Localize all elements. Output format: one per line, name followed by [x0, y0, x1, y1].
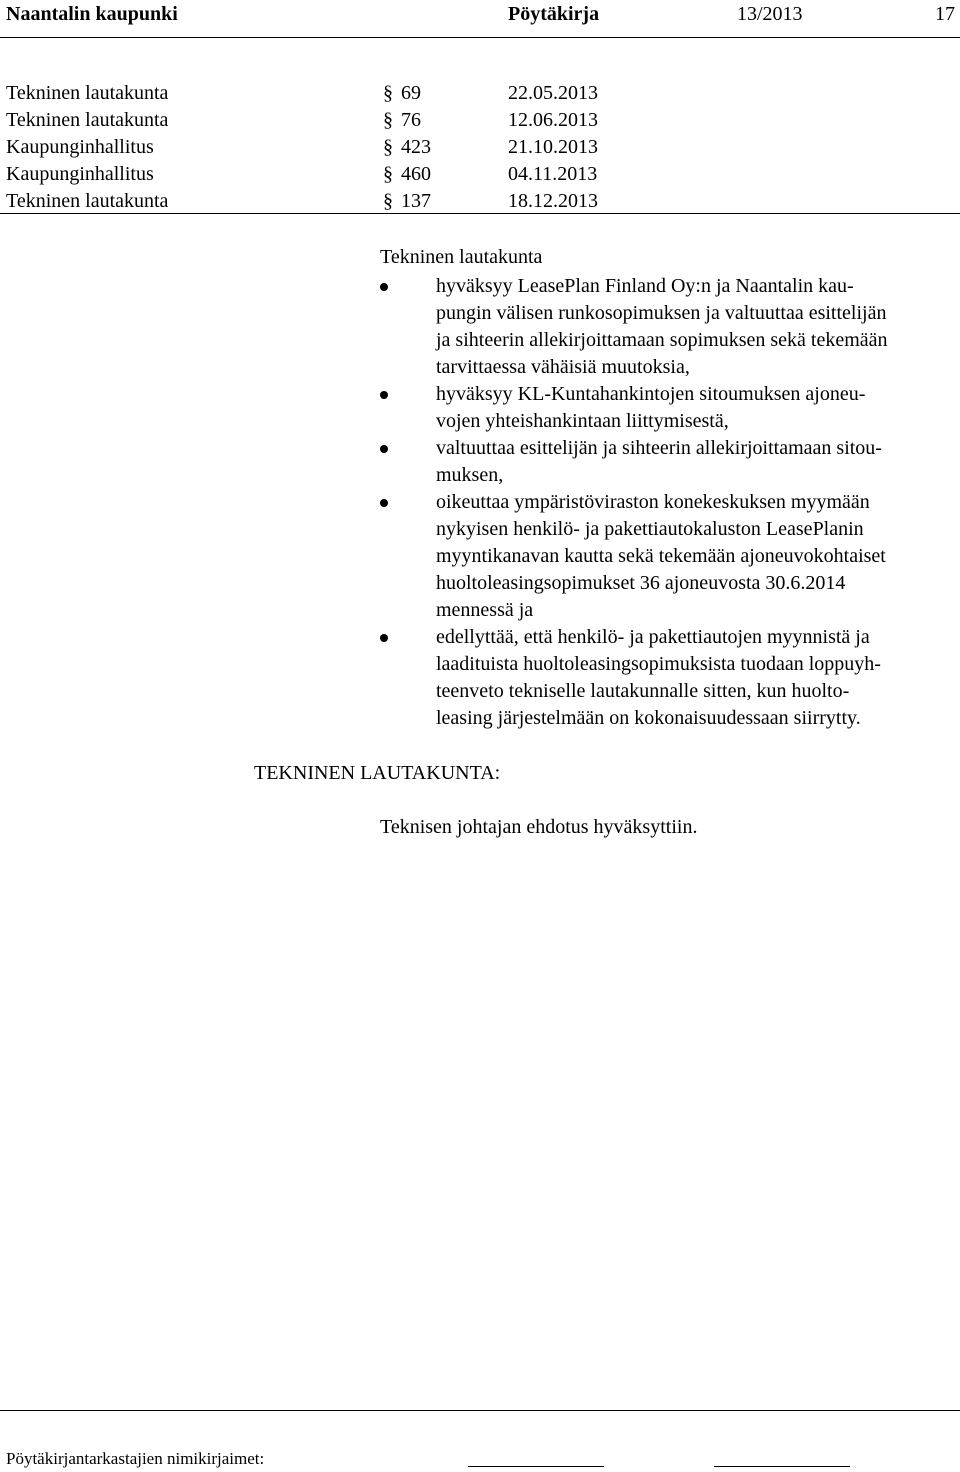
- item-line: myyntikanavan kautta sekä tekemään ajoneuvokohtaiset: [436, 545, 886, 567]
- history-body: Kaupunginhallitus: [6, 136, 154, 158]
- history-body: Tekninen lautakunta: [6, 190, 169, 212]
- handling-history: [0, 80, 960, 213]
- page-number: 17: [935, 3, 955, 25]
- decision-label: TEKNINEN LAUTAKUNTA:: [254, 762, 501, 784]
- document-type: Pöytäkirja: [508, 3, 600, 25]
- history-date: 12.06.2013: [508, 109, 598, 131]
- item-line: leasing järjestelmään on kokonaisuudessaan siirrytty.: [436, 707, 861, 729]
- item-line: laadituista huoltoleasingsopimuksista tuodaan loppuyh-: [436, 653, 881, 675]
- history-date: 18.12.2013: [508, 190, 598, 212]
- decision-text: Teknisen johtajan ehdotus hyväksyttiin.: [380, 816, 698, 838]
- history-row: [0, 161, 960, 188]
- history-section-number: 76: [401, 109, 421, 131]
- signature-line: [714, 1466, 850, 1467]
- list-item: [380, 381, 958, 435]
- history-body: Tekninen lautakunta: [6, 109, 169, 131]
- proposal-title: Tekninen lautakunta: [380, 246, 543, 268]
- signature-line: [468, 1466, 604, 1467]
- history-row: [0, 107, 960, 134]
- signature-label: Pöytäkirjantarkastajien nimikirjaimet:: [6, 1449, 265, 1468]
- item-line: vojen yhteishankintaan liittymisestä,: [436, 410, 729, 432]
- history-body: Tekninen lautakunta: [6, 82, 169, 104]
- item-line: hyväksyy LeasePlan Finland Oy:n ja Naantalin kau-: [436, 275, 854, 297]
- item-line: oikeuttaa ympäristöviraston konekeskuksen myymään: [436, 491, 870, 513]
- bullet-icon: [380, 445, 388, 453]
- bullet-icon: [380, 634, 388, 642]
- history-section-number: 460: [401, 163, 431, 185]
- history-row: [0, 188, 960, 215]
- list-item: [380, 489, 958, 624]
- list-item: [380, 435, 958, 489]
- item-line: pungin välisen runkosopimuksen ja valtuuttaa esittelijän: [436, 302, 887, 324]
- item-line: muksen,: [436, 464, 504, 486]
- proposal-section: [380, 244, 958, 732]
- list-item: [380, 624, 958, 732]
- history-section-number: 69: [401, 82, 421, 104]
- bullet-icon: [380, 499, 388, 507]
- list-item: [380, 273, 958, 381]
- item-line: teenveto tekniselle lautakunnalle sitten, kun huolto-: [436, 680, 850, 702]
- item-line: hyväksyy KL-Kuntahankintojen sitoumuksen ajoneu-: [436, 383, 866, 405]
- section-sign: §: [383, 190, 393, 212]
- header-divider: [0, 37, 960, 38]
- item-line: valtuuttaa esittelijän ja sihteerin allekirjoittamaan sitou-: [436, 437, 882, 459]
- history-row: [0, 134, 960, 161]
- proposal-list: [380, 273, 958, 732]
- history-date: 22.05.2013: [508, 82, 598, 104]
- footer-divider: [0, 1410, 960, 1411]
- history-section-number: 137: [401, 190, 431, 212]
- organization-name: Naantalin kaupunki: [6, 3, 178, 25]
- bullet-icon: [380, 391, 388, 399]
- section-sign: §: [383, 163, 393, 185]
- item-line: nykyisen henkilö- ja pakettiautokaluston LeasePlanin: [436, 518, 864, 540]
- history-section-number: 423: [401, 136, 431, 158]
- page-header: [0, 0, 960, 30]
- section-sign: §: [383, 82, 393, 104]
- history-date: 21.10.2013: [508, 136, 598, 158]
- document-number: 13/2013: [737, 3, 803, 25]
- history-row: [0, 80, 960, 107]
- section-sign: §: [383, 109, 393, 131]
- item-line: ja sihteerin allekirjoittamaan sopimuksen sekä tekemään: [436, 329, 888, 351]
- item-line: mennessä ja: [436, 599, 534, 621]
- item-line: huoltoleasingsopimukset 36 ajoneuvosta 30.6.2014: [436, 572, 846, 594]
- history-body: Kaupunginhallitus: [6, 163, 154, 185]
- bullet-icon: [380, 283, 388, 291]
- section-sign: §: [383, 136, 393, 158]
- item-line: edellyttää, että henkilö- ja pakettiautojen myynnistä ja: [436, 626, 870, 648]
- history-date: 04.11.2013: [508, 163, 598, 185]
- item-line: tarvittaessa vähäisiä muutoksia,: [436, 356, 690, 378]
- history-divider: [0, 213, 960, 214]
